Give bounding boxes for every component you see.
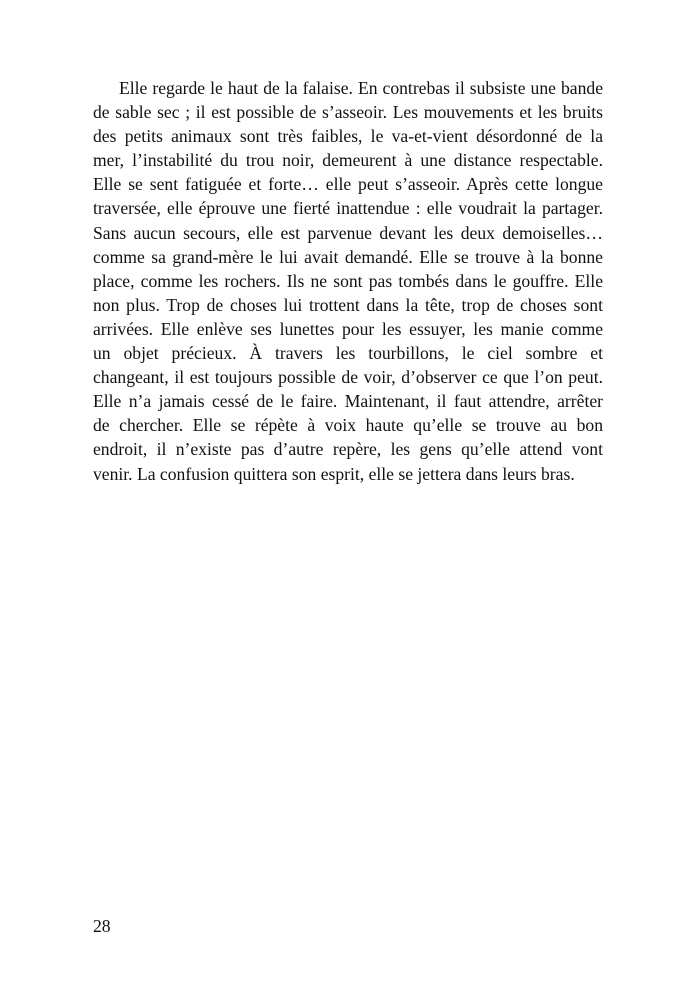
paragraph-line: des petits animaux sont très faibles, le va-et-vient désordonné de la <box>93 126 603 147</box>
paragraph-line: un objet précieux. À travers les tourbillons, le ciel sombre et <box>93 343 603 364</box>
paragraph-line: traversée, elle éprouve une fierté inattendue : elle voudrait la partager. <box>93 198 603 219</box>
paragraph-line: non plus. Trop de choses lui trottent dans la tête, trop de choses sont <box>93 294 603 315</box>
page-number: 28 <box>93 916 111 936</box>
paragraph-line: changeant, il est toujours possible de voir, d’observer ce que l’on peut. <box>93 367 603 388</box>
paragraph-line: mer, l’instabilité du trou noir, demeurent à une distance respectable. <box>93 150 603 171</box>
paragraph-line: endroit, il n’existe pas d’autre repère, les gens qu’elle attend vont <box>93 439 603 460</box>
paragraph-line: de sable sec ; il est possible de s’asseoir. Les mouvements et les bruits <box>93 102 603 123</box>
paragraph-line: Sans aucun secours, elle est parvenue devant les deux demoiselles… <box>93 222 603 243</box>
paragraph-line: Elle regarde le haut de la falaise. En contrebas il subsiste une bande <box>119 78 603 98</box>
body-paragraph <box>93 76 603 486</box>
paragraph-line: Elle n’a jamais cessé de le faire. Maintenant, il faut attendre, arrêter <box>93 391 603 412</box>
paragraph-line: arrivées. Elle enlève ses lunettes pour les essuyer, les manie comme <box>93 318 603 339</box>
paragraph-line: venir. La confusion quittera son esprit, elle se jettera dans leurs bras. <box>93 463 575 484</box>
paragraph-line: Elle se sent fatiguée et forte… elle peut s’asseoir. Après cette longue <box>93 174 603 195</box>
paragraph-line: comme sa grand-mère le lui avait demandé. Elle se trouve à la bonne <box>93 246 603 267</box>
paragraph-line: de chercher. Elle se répète à voix haute qu’elle se trouve au bon <box>93 415 603 436</box>
paragraph-line: place, comme les rochers. Ils ne sont pas tombés dans le gouffre. Elle <box>93 270 603 291</box>
